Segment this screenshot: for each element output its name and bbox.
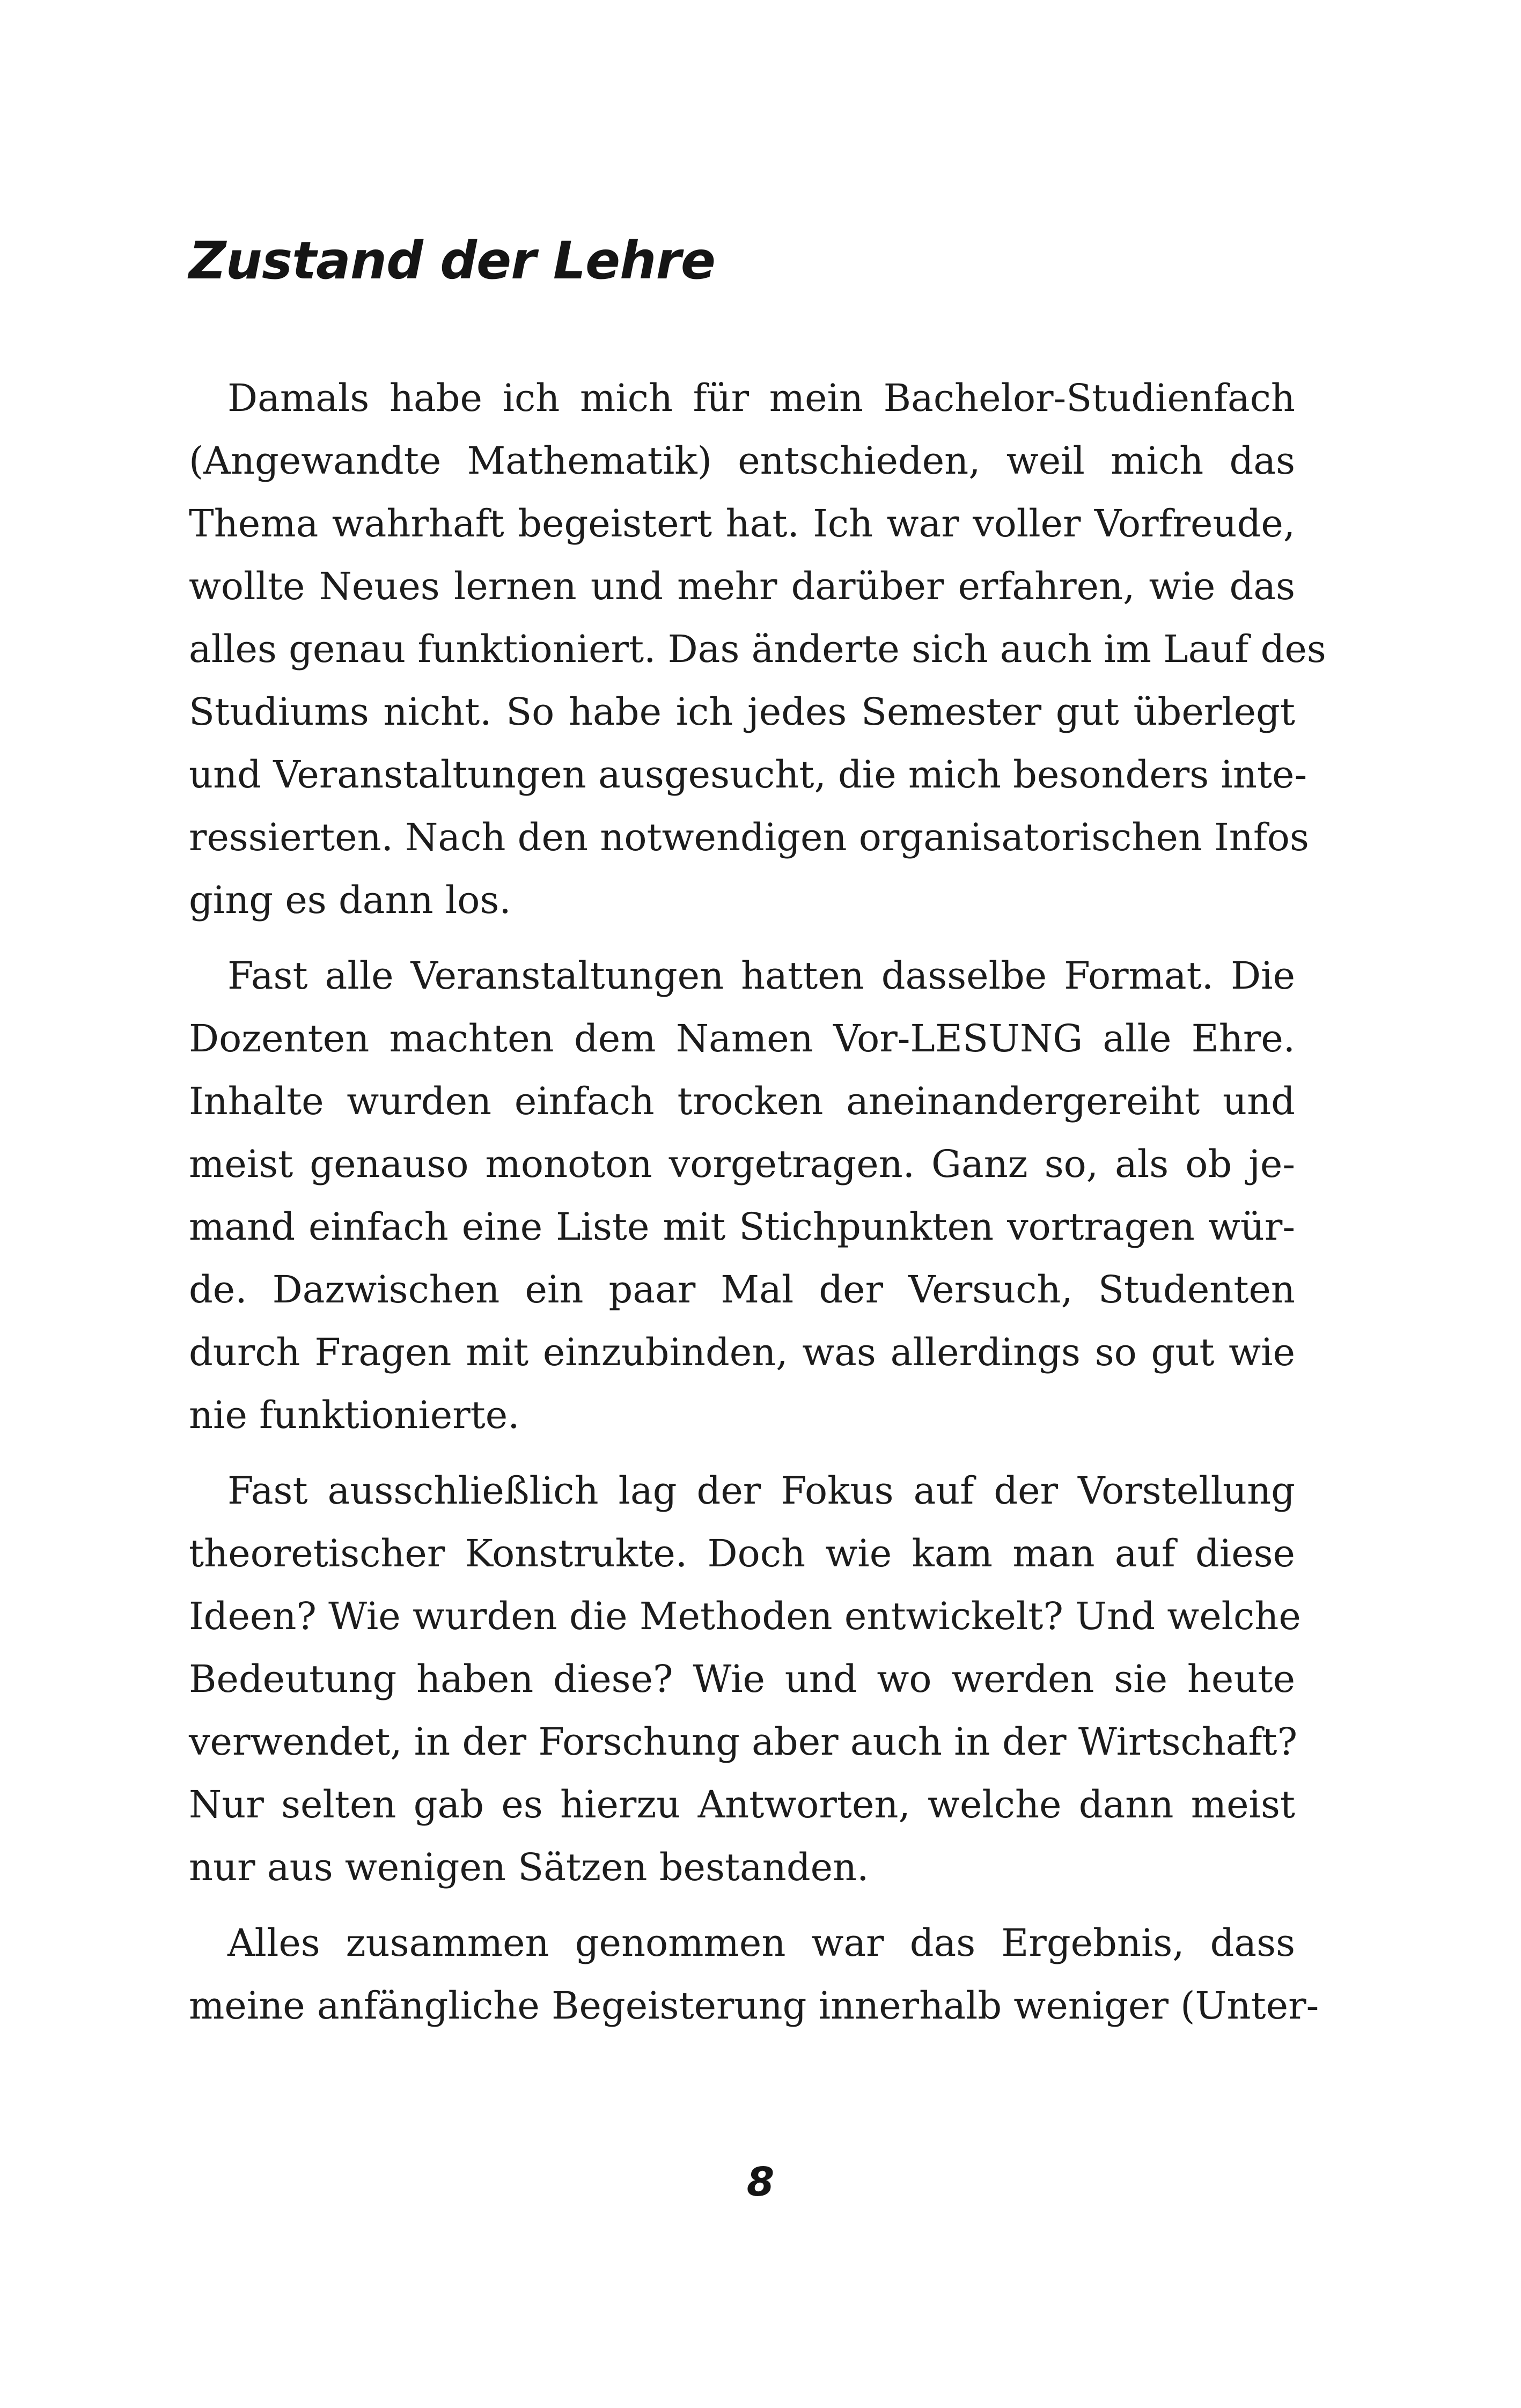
paragraph — [189, 945, 1295, 1447]
text-line: nur aus wenigen Sätzen bestanden. — [189, 1845, 869, 1889]
text-line: meist genauso monoton vorgetragen. Ganz so, als ob je- — [189, 1142, 1295, 1186]
text-line: mand einfach eine Liste mit Stichpunkten vortragen wür- — [189, 1205, 1295, 1249]
text-line: ging es dann los. — [189, 878, 511, 922]
text-line: (Angewandte Mathematik) entschieden, weil mich das — [189, 439, 1295, 483]
text-line: alles genau funktioniert. Das änderte sich auch im Lauf des — [189, 627, 1326, 671]
body-text — [189, 367, 1326, 2050]
text-line: Fast alle Veranstaltungen hatten dasselbe Format. Die — [227, 954, 1295, 998]
paragraph — [189, 1912, 1319, 2037]
text-line: nie funktionierte. — [189, 1393, 520, 1437]
text-line: verwendet, in der Forschung aber auch in der Wirtschaft? — [189, 1720, 1298, 1764]
text-line: und Veranstaltungen ausgesucht, die mich besonders inte- — [189, 753, 1307, 797]
text-line: Thema wahrhaft begeistert hat. Ich war voller Vorfreude, — [189, 502, 1295, 546]
text-line: Dozenten machten dem Namen Vor-LESUNG alle Ehre. — [189, 1017, 1295, 1061]
text-line: meine anfängliche Begeisterung innerhalb weniger (Unter- — [189, 1984, 1319, 2028]
text-line: Nur selten gab es hierzu Antworten, welche dann meist — [189, 1783, 1295, 1827]
paragraph — [189, 1460, 1301, 1899]
text-line: ressierten. Nach den notwendigen organisatorischen Infos — [189, 815, 1309, 859]
text-line: Bedeutung haben diese? Wie und wo werden sie heute — [189, 1657, 1295, 1701]
text-line: theoretischer Konstrukte. Doch wie kam man auf diese — [189, 1531, 1295, 1575]
text-line: de. Dazwischen ein paar Mal der Versuch, Studenten — [189, 1268, 1295, 1312]
paragraph — [189, 367, 1326, 932]
text-line: durch Fragen mit einzubinden, was allerdings so gut wie — [189, 1330, 1295, 1374]
text-line: Inhalte wurden einfach trocken aneinandergereiht und — [189, 1079, 1295, 1123]
text-line: Fast ausschließlich lag der Fokus auf der Vorstellung — [227, 1469, 1295, 1513]
chapter-title: Zustand der Lehre — [189, 231, 715, 291]
text-line: Damals habe ich mich für mein Bachelor-Studienfach — [227, 376, 1295, 420]
text-line: Studiums nicht. So habe ich jedes Semester gut überlegt — [189, 690, 1295, 734]
page-number: 8 — [746, 2159, 775, 2205]
text-line: wollte Neues lernen und mehr darüber erfahren, wie das — [189, 564, 1295, 608]
text-line: Ideen? Wie wurden die Methoden entwickelt? Und welche — [189, 1594, 1301, 1638]
text-line: Alles zusammen genommen war das Ergebnis, dass — [227, 1921, 1295, 1965]
